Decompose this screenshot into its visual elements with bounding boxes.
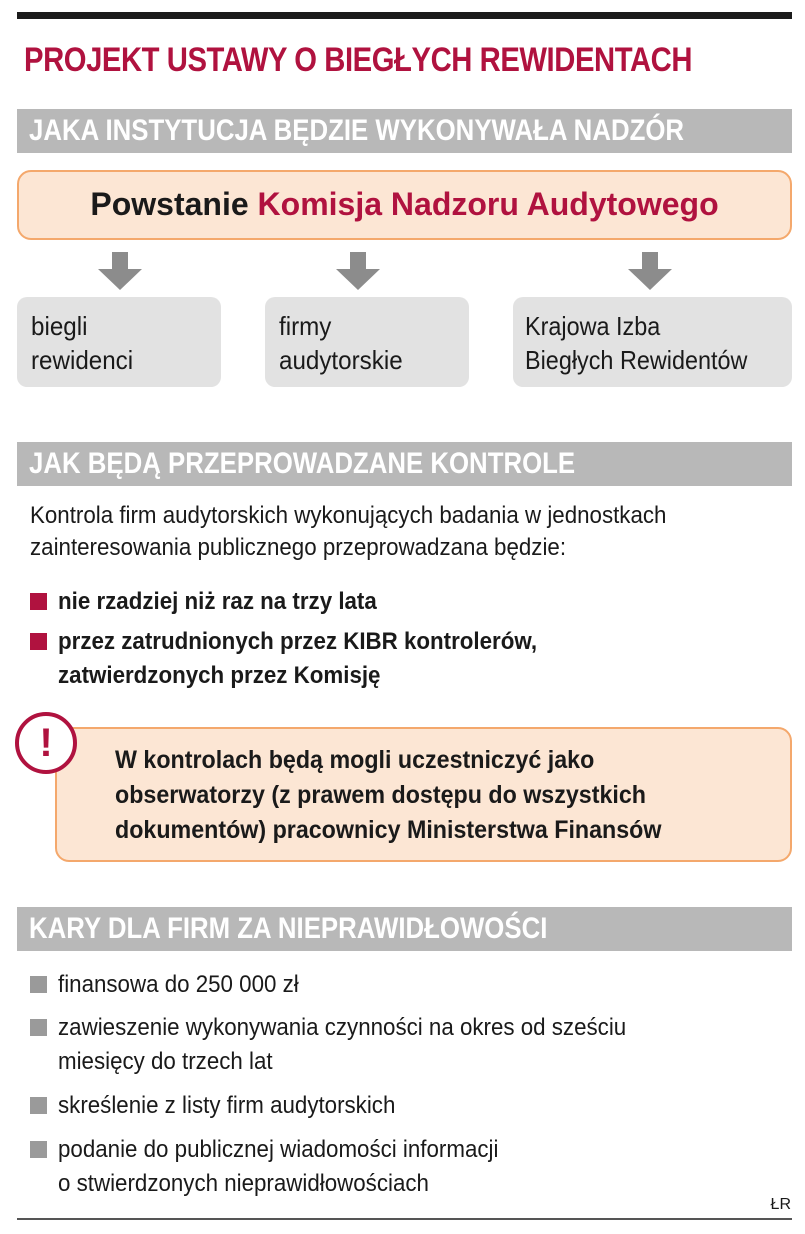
list-item-text: zawieszenie wykonywania czynności na okres od sześciu miesięcy do trzech lat bbox=[58, 1014, 627, 1075]
section-header-nadzor bbox=[17, 109, 792, 153]
target-label: firmy audytorskie bbox=[279, 311, 403, 375]
exclamation-glyph: ! bbox=[39, 721, 53, 765]
bullet-square-icon bbox=[30, 593, 47, 610]
section-header-kary-text: KARY DLA FIRM ZA NIEPRAWIDŁOWOŚCI bbox=[29, 912, 548, 945]
target-label: Krajowa Izba Biegłych Rewidentów bbox=[525, 311, 748, 375]
institution-text bbox=[19, 186, 790, 223]
arrow-down-icon bbox=[98, 252, 142, 290]
institution-box bbox=[17, 170, 792, 240]
exclamation-icon bbox=[15, 712, 77, 774]
target-box-kibr bbox=[513, 297, 792, 387]
list-item-text: finansowa do 250 000 zł bbox=[58, 971, 299, 998]
main-title: PROJEKT USTAWY O BIEGŁYCH REWIDENTACH bbox=[24, 41, 693, 79]
author-credit: ŁR bbox=[770, 1196, 791, 1213]
kontrole-intro: Kontrola firm audytorskich wykonujących badania w jednostkach zainteresowania publicznego przeprowadzana będzie: bbox=[30, 502, 667, 561]
note-text: W kontrolach będą mogli uczestniczyć jako obserwatorzy (z prawem dostępu do wszystkich dokumentów) pracownicy Ministerstwa Finansów bbox=[115, 746, 662, 844]
section-header-kontrole bbox=[17, 442, 792, 486]
note-box bbox=[55, 727, 792, 862]
arrow-down-icon bbox=[628, 252, 672, 290]
bullet-square-icon bbox=[30, 976, 47, 993]
list-item-text: podanie do publicznej wiadomości informacji o stwierdzonych nieprawidłowościach bbox=[58, 1136, 499, 1197]
arrow-down-icon bbox=[336, 252, 380, 290]
bullet-square-icon bbox=[30, 1141, 47, 1158]
bottom-rule bbox=[17, 1218, 792, 1220]
list-item-text: przez zatrudnionych przez KIBR kontrolerów, zatwierdzonych przez Komisję bbox=[58, 628, 538, 689]
institution-name: Komisja Nadzoru Audytowego bbox=[257, 186, 719, 222]
section-header-nadzor-text: JAKA INSTYTUCJA BĘDZIE WYKONYWAŁA NADZÓR bbox=[29, 114, 685, 147]
list-item-text: nie rzadziej niż raz na trzy lata bbox=[58, 588, 377, 615]
top-rule bbox=[17, 12, 792, 19]
target-box-firmy bbox=[265, 297, 469, 387]
bullet-square-icon bbox=[30, 1019, 47, 1036]
bullet-square-icon bbox=[30, 1097, 47, 1114]
bullet-square-icon bbox=[30, 633, 47, 650]
target-box-biegli bbox=[17, 297, 221, 387]
institution-prefix: Powstanie bbox=[90, 186, 258, 222]
target-label: biegli rewidenci bbox=[31, 311, 134, 375]
section-header-kary bbox=[17, 907, 792, 951]
section-header-kontrole-text: JAK BĘDĄ PRZEPROWADZANE KONTROLE bbox=[29, 447, 576, 480]
list-item-text: skreślenie z listy firm audytorskich bbox=[58, 1092, 396, 1119]
